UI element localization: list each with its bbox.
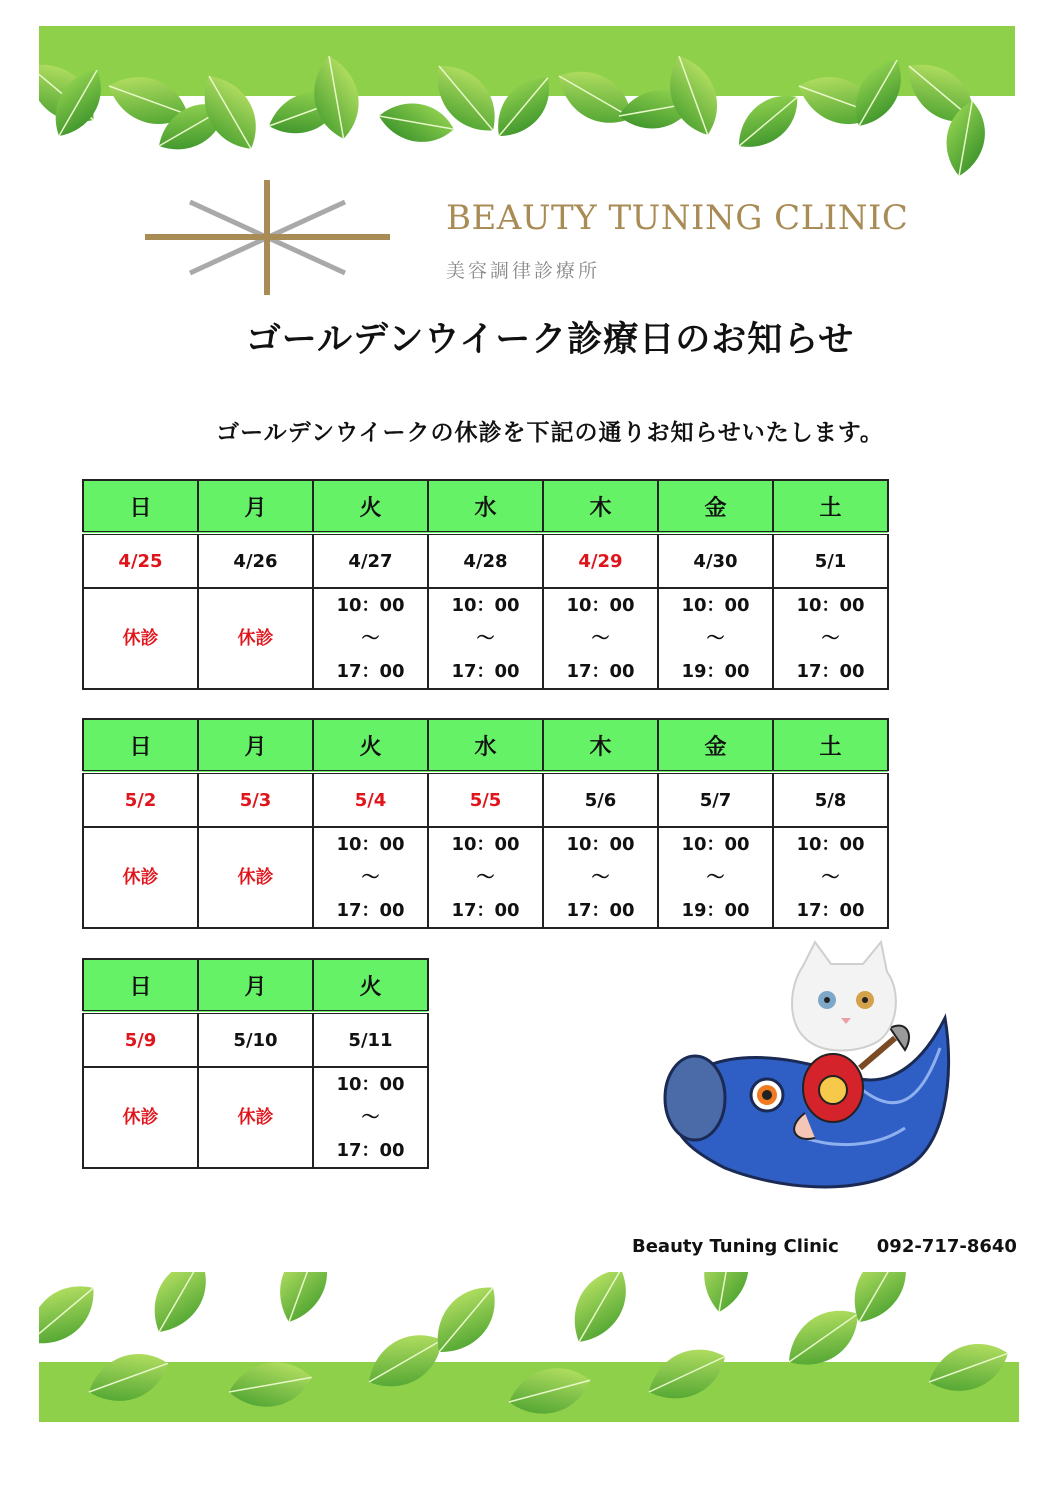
date-cell: 5/4: [313, 772, 428, 827]
hours-cell: [428, 827, 543, 928]
open-time: 10：00: [796, 595, 865, 616]
close-time: 19：00: [681, 661, 750, 682]
weekday-header: 金: [658, 480, 773, 533]
schedule-table-week-2: [82, 718, 889, 929]
time-separator: ～: [706, 867, 725, 888]
closed-label: 休診: [237, 867, 274, 888]
closed-cell: [83, 827, 198, 928]
hours-cell: [658, 588, 773, 689]
weekday-header: 金: [658, 719, 773, 772]
date-row: [83, 533, 888, 588]
open-time: 10：00: [336, 595, 405, 616]
hours-cell: [658, 827, 773, 928]
closed-cell: [83, 1067, 198, 1168]
close-time: 17：00: [451, 900, 520, 921]
time-separator: ～: [476, 867, 495, 888]
open-time: 10：00: [451, 834, 520, 855]
time-separator: ～: [476, 628, 495, 649]
open-time: 10：00: [796, 834, 865, 855]
hours-cell: [313, 1067, 428, 1168]
open-time: 10：00: [336, 1074, 405, 1095]
date-cell: 4/30: [658, 533, 773, 588]
weekday-header: 火: [313, 480, 428, 533]
weekday-header: 月: [198, 719, 313, 772]
close-time: 17：00: [451, 661, 520, 682]
weekday-header: 木: [543, 480, 658, 533]
weekday-header: 日: [83, 719, 198, 772]
date-cell: 5/5: [428, 772, 543, 827]
date-row: [83, 1012, 428, 1067]
leaf-illustration-bottom: [39, 1272, 1019, 1422]
hours-row: [83, 827, 888, 928]
weekday-header-row: [83, 719, 888, 772]
date-cell: 4/27: [313, 533, 428, 588]
brand-subtitle: 美容調律診療所: [446, 260, 601, 282]
date-cell: 5/10: [198, 1012, 313, 1067]
weekday-header: 水: [428, 480, 543, 533]
page-title: ゴールデンウイーク診療日のお知らせ: [245, 320, 855, 360]
date-cell: 5/7: [658, 772, 773, 827]
closed-label: 休診: [237, 1107, 274, 1128]
weekday-header: 日: [83, 959, 198, 1012]
date-cell: 4/28: [428, 533, 543, 588]
close-time: 17：00: [336, 900, 405, 921]
footer-clinic-name: Beauty Tuning Clinic: [632, 1236, 839, 1257]
schedule-table-week-3: [82, 958, 429, 1169]
hours-cell: [313, 588, 428, 689]
weekday-header: 水: [428, 719, 543, 772]
date-cell: 5/2: [83, 772, 198, 827]
leaf-illustration-top: [39, 26, 1015, 201]
hours-cell: [313, 827, 428, 928]
weekday-header: 月: [198, 480, 313, 533]
hours-row: [83, 588, 888, 689]
open-time: 10：00: [681, 595, 750, 616]
footer-phone: 092-717-8640: [876, 1236, 1017, 1257]
time-separator: ～: [821, 867, 840, 888]
hours-cell: [543, 827, 658, 928]
date-cell: 5/6: [543, 772, 658, 827]
open-time: 10：00: [566, 834, 635, 855]
open-time: 10：00: [451, 595, 520, 616]
weekday-header: 木: [543, 719, 658, 772]
weekday-header: 土: [773, 480, 888, 533]
time-separator: ～: [591, 628, 610, 649]
weekday-header: 土: [773, 719, 888, 772]
brand-name: BEAUTY TUNING CLINIC: [446, 198, 909, 238]
date-cell: 5/11: [313, 1012, 428, 1067]
closed-label: 休診: [122, 1107, 159, 1128]
notice-text: ゴールデンウイークの休診を下記の通りお知らせいたします。: [216, 420, 884, 446]
hours-cell: [543, 588, 658, 689]
time-separator: ～: [821, 628, 840, 649]
weekday-header-row: [83, 959, 428, 1012]
date-row: [83, 772, 888, 827]
close-time: 17：00: [566, 661, 635, 682]
close-time: 17：00: [566, 900, 635, 921]
closed-label: 休診: [122, 867, 159, 888]
close-time: 17：00: [796, 661, 865, 682]
close-time: 17：00: [336, 1140, 405, 1161]
closed-cell: [198, 1067, 313, 1168]
date-cell: 4/25: [83, 533, 198, 588]
closed-cell: [83, 588, 198, 689]
closed-label: 休診: [237, 628, 274, 649]
close-time: 17：00: [336, 661, 405, 682]
time-separator: ～: [361, 628, 380, 649]
date-cell: 5/3: [198, 772, 313, 827]
close-time: 19：00: [681, 900, 750, 921]
time-separator: ～: [591, 867, 610, 888]
closed-cell: [198, 827, 313, 928]
hours-row: [83, 1067, 428, 1168]
date-cell: 4/29: [543, 533, 658, 588]
close-time: 17：00: [796, 900, 865, 921]
time-separator: ～: [361, 1107, 380, 1128]
time-separator: ～: [361, 867, 380, 888]
date-cell: 5/8: [773, 772, 888, 827]
clinic-logo-icon: [145, 180, 390, 295]
time-separator: ～: [706, 628, 725, 649]
date-cell: 5/1: [773, 533, 888, 588]
hours-cell: [773, 827, 888, 928]
leaf-border-bottom: [39, 1272, 1019, 1422]
hours-cell: [773, 588, 888, 689]
weekday-header-row: [83, 480, 888, 533]
open-time: 10：00: [566, 595, 635, 616]
weekday-header: 火: [313, 959, 428, 1012]
date-cell: 4/26: [198, 533, 313, 588]
open-time: 10：00: [681, 834, 750, 855]
leaf-border-top: [39, 26, 1015, 201]
weekday-header: 日: [83, 480, 198, 533]
hours-cell: [428, 588, 543, 689]
cat-koinobori-illustration: [655, 938, 955, 1200]
closed-label: 休診: [122, 628, 159, 649]
date-cell: 5/9: [83, 1012, 198, 1067]
closed-cell: [198, 588, 313, 689]
footer-contact: [632, 1236, 1017, 1257]
weekday-header: 月: [198, 959, 313, 1012]
weekday-header: 火: [313, 719, 428, 772]
open-time: 10：00: [336, 834, 405, 855]
schedule-table-week-1: [82, 479, 889, 690]
